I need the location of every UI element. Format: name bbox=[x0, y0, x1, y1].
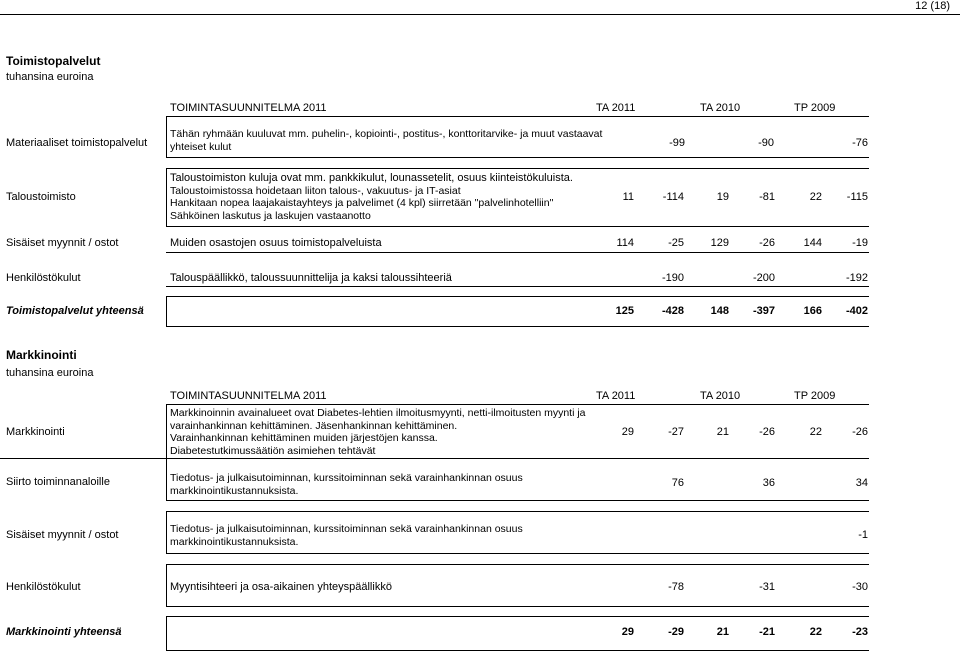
row-desc: Tiedotus- ja julkaisutoiminnan, kurssitoiminnan sekä varainhankinnan osuus markkinointikustannuksista. bbox=[170, 472, 523, 497]
row-desc: Muiden osastojen osuus toimistopalveluista bbox=[170, 237, 382, 249]
section-title-markkinointi: Markkinointi bbox=[6, 348, 77, 362]
value-ta2011-income: 11 bbox=[622, 191, 634, 203]
value-ta2011-income: 29 bbox=[621, 426, 634, 438]
value-tp2009: -192 bbox=[845, 272, 868, 284]
col-header-plan: TOIMINTASUUNNITELMA 2011 bbox=[170, 390, 327, 402]
value-ta2010: -26 bbox=[759, 237, 775, 249]
value-ta2011: -25 bbox=[668, 237, 684, 249]
row-label: Taloustoimisto bbox=[6, 191, 76, 203]
value-tp2009-income: 22 bbox=[809, 191, 822, 203]
row-line bbox=[166, 168, 869, 169]
value-ta2010: 36 bbox=[762, 477, 775, 489]
section-unit: tuhansina euroina bbox=[6, 71, 94, 83]
row-line bbox=[166, 404, 869, 405]
value-tp2009: -76 bbox=[852, 137, 868, 149]
value-tp2009: -26 bbox=[852, 426, 868, 438]
row-desc: Markkinoinnin avainalueet ovat Diabetes-lehtien ilmoitusmyynti, netti-ilmoitusten myynti ja varainhankinnan kehittäminen. Jäsenhankinnan kehittäminen. Varainhankinnan kehittäminen muiden järjestöjen kanssa. Diabetestutkimussäätiön asimiehen tehtävät bbox=[170, 407, 586, 457]
value-ta2010: -31 bbox=[759, 581, 775, 593]
page-number: 12 (18) bbox=[915, 0, 950, 12]
value-ta2011: -114 bbox=[662, 191, 684, 203]
row-desc: Tähän ryhmään kuuluvat mm. puhelin-, kopiointi-, postitus-, konttoritarvike- ja muut vastaavat yhteiset kulut bbox=[170, 128, 603, 153]
total-tp2009: -23 bbox=[852, 626, 868, 638]
total-tp2009: -402 bbox=[845, 305, 868, 317]
row-line bbox=[166, 226, 869, 227]
row-line bbox=[166, 500, 869, 501]
total-tp2009-income: 22 bbox=[809, 626, 822, 638]
value-ta2010-income: 21 bbox=[716, 426, 729, 438]
col-header-ta2011: TA 2011 bbox=[596, 390, 636, 402]
section-unit: tuhansina euroina bbox=[6, 367, 94, 379]
value-tp2009: -115 bbox=[846, 191, 868, 203]
row-line bbox=[166, 252, 869, 253]
value-ta2011: -99 bbox=[669, 137, 685, 149]
total-label: Markkinointi yhteensä bbox=[6, 626, 122, 638]
row-label: Markkinointi bbox=[6, 426, 65, 438]
col-header-plan: TOIMINTASUUNNITELMA 2011 bbox=[170, 102, 327, 114]
value-ta2011-income: 114 bbox=[616, 237, 634, 249]
row-line bbox=[166, 296, 167, 326]
row-line bbox=[166, 564, 869, 565]
value-ta2011: -78 bbox=[668, 581, 684, 593]
header-divider bbox=[0, 14, 960, 15]
value-tp2009: 34 bbox=[855, 477, 868, 489]
col-header-ta2011: TA 2011 bbox=[596, 102, 636, 114]
row-line bbox=[166, 511, 167, 553]
row-line bbox=[166, 157, 869, 158]
row-line bbox=[166, 616, 869, 617]
total-ta2011: -428 bbox=[661, 305, 684, 317]
value-ta2010: -90 bbox=[758, 137, 774, 149]
value-ta2010: -81 bbox=[759, 191, 775, 203]
row-desc: Myyntisihteeri ja osa-aikainen yhteyspäällikkö bbox=[170, 581, 392, 593]
row-desc: Tiedotus- ja julkaisutoiminnan, kurssitoiminnan sekä varainhankinnan osuus markkinointikustannuksista. bbox=[170, 523, 523, 548]
value-ta2010-income: 19 bbox=[716, 191, 729, 203]
row-line bbox=[166, 606, 869, 607]
section-title-toimistopalvelut: Toimistopalvelut bbox=[6, 54, 101, 68]
col-header-tp2009: TP 2009 bbox=[794, 102, 836, 114]
row-line bbox=[166, 116, 869, 117]
row-desc: Talouspäällikkö, taloussuunnittelija ja kaksi taloussihteeriä bbox=[170, 272, 452, 284]
row-line bbox=[166, 616, 167, 650]
value-tp2009: -1 bbox=[858, 529, 868, 541]
row-line bbox=[166, 296, 869, 297]
row-label: Sisäiset myynnit / ostot bbox=[6, 237, 119, 249]
total-ta2011: -29 bbox=[668, 626, 684, 638]
total-ta2010: -21 bbox=[759, 626, 775, 638]
row-line bbox=[166, 286, 869, 287]
value-tp2009-income: 144 bbox=[803, 237, 822, 249]
total-ta2011-income: 29 bbox=[621, 626, 634, 638]
row-line bbox=[166, 458, 167, 500]
row-label: Sisäiset myynnit / ostot bbox=[6, 529, 119, 541]
row-label: Materiaaliset toimistopalvelut bbox=[6, 137, 148, 149]
total-ta2010: -397 bbox=[752, 305, 775, 317]
value-tp2009-income: 22 bbox=[809, 426, 822, 438]
row-line bbox=[166, 553, 869, 554]
row-label: Henkilöstökulut bbox=[6, 581, 81, 593]
row-line bbox=[166, 116, 167, 157]
col-header-ta2010: TA 2010 bbox=[700, 390, 741, 402]
value-ta2010: -200 bbox=[752, 272, 775, 284]
col-header-ta2010: TA 2010 bbox=[700, 102, 741, 114]
total-tp2009-income: 166 bbox=[803, 305, 822, 317]
value-tp2009: -19 bbox=[852, 237, 868, 249]
row-line bbox=[166, 511, 869, 512]
total-ta2011-income: 125 bbox=[615, 305, 634, 317]
row-line bbox=[166, 404, 167, 458]
value-ta2010-income: 129 bbox=[710, 237, 729, 249]
col-header-tp2009: TP 2009 bbox=[794, 390, 836, 402]
row-line bbox=[166, 650, 869, 651]
row-line bbox=[166, 326, 869, 327]
value-ta2011: -190 bbox=[661, 272, 684, 284]
row-label: Henkilöstökulut bbox=[6, 272, 81, 284]
value-ta2011: 76 bbox=[671, 477, 684, 489]
row-line bbox=[166, 168, 167, 226]
row-line bbox=[0, 458, 869, 459]
total-ta2010-income: 21 bbox=[716, 626, 729, 638]
value-tp2009: -30 bbox=[852, 581, 868, 593]
row-label: Siirto toiminnanaloille bbox=[6, 476, 110, 488]
value-ta2010: -26 bbox=[759, 426, 775, 438]
row-desc: Taloustoimiston kuluja ovat mm. pankkikulut, lounassetelit, osuus kiinteistökuluista. Taloustoimistossa hoidetaan liiton talous-, vakuutus- ja IT-asiat Hankitaan nopea laajakaistayhteys ja palvelimet (4 kpl) siirretään "palvelinhotelliin" Sähköinen laskutus ja laskujen vastaanotto bbox=[170, 172, 573, 222]
value-ta2011: -27 bbox=[668, 426, 684, 438]
total-ta2010-income: 148 bbox=[710, 305, 729, 317]
total-label: Toimistopalvelut yhteensä bbox=[6, 305, 144, 317]
row-line bbox=[166, 564, 167, 606]
